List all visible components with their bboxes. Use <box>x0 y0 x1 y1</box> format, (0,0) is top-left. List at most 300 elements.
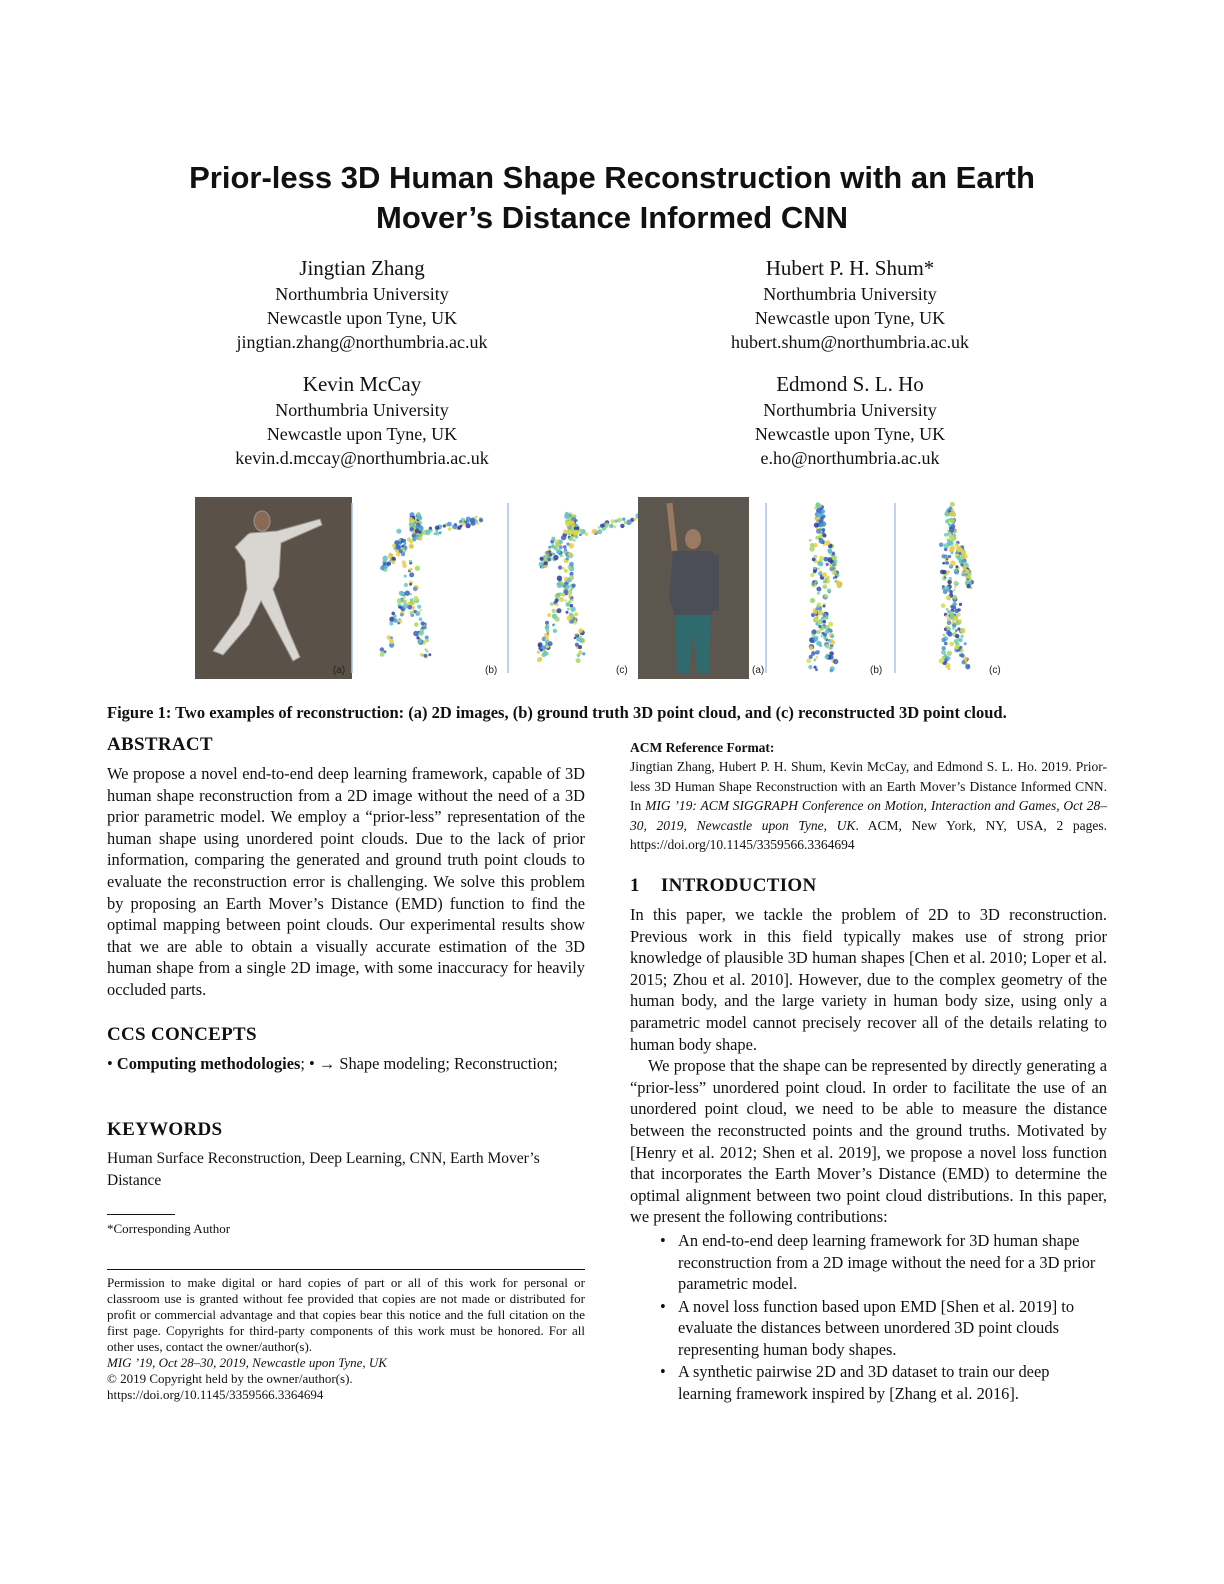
point-cloud-point <box>428 653 431 656</box>
paper-title <box>100 158 1124 238</box>
point-cloud-point <box>403 596 406 599</box>
point-cloud-point <box>418 538 421 541</box>
point-cloud-point <box>950 615 954 619</box>
point-cloud-point <box>952 623 956 627</box>
point-cloud-point <box>811 582 815 586</box>
point-cloud-point <box>553 553 555 555</box>
point-cloud-point <box>950 535 954 539</box>
point-cloud-point <box>448 527 452 531</box>
list-item-text: An end-to-end deep learning framework for 3D human shape reconstruction from a 2D image without the need for a 3D prior parametric model. <box>678 1230 1096 1294</box>
point-cloud-point <box>569 537 572 540</box>
point-cloud-point <box>942 562 945 565</box>
point-cloud-point <box>559 597 564 602</box>
point-cloud-point <box>566 603 569 606</box>
point-cloud-point <box>413 596 418 601</box>
ccs-bullet: • <box>107 1054 113 1073</box>
point-cloud-point <box>821 516 824 519</box>
point-cloud-point <box>413 610 416 613</box>
copyright-line: © 2019 Copyright held by the owner/author(s). <box>107 1371 353 1386</box>
point-cloud-point <box>420 653 424 657</box>
bullet-symbol: • <box>660 1362 666 1382</box>
point-cloud-point <box>579 638 584 643</box>
point-cloud-point <box>966 578 969 581</box>
point-cloud-point <box>552 609 556 613</box>
point-cloud-point <box>620 524 624 528</box>
point-cloud-point <box>414 622 419 627</box>
abstract-text: We propose a novel end-to-end deep learning framework, capable of 3D human shape reconstruction from a 2D image without the need of a 3D prior parametric model. We employ a “prior-less” representation of the human shape using unordered point clouds. Due to the lack of prior information, comparing the generated and ground truth point clouds to evaluate the reconstruction error is challenging. We solve this problem by proposing an Earth Mover’s Distance (EMD) function to find the optimal mapping between point clouds. Our experimental results show that we are able to obtain a visually accurate estimation of the 3D human shape from a single 2D image, with some inaccuracy for heavily occluded parts. <box>107 764 585 999</box>
point-cloud-point <box>409 527 413 531</box>
point-cloud-point <box>429 527 432 530</box>
point-cloud-point <box>957 627 960 630</box>
panel-label: (c) <box>989 665 1001 676</box>
author-affiliation: Northumbria University <box>763 400 937 420</box>
point-cloud-point <box>555 603 558 606</box>
introduction-section <box>630 874 1107 1406</box>
point-cloud-point <box>818 610 823 615</box>
keywords-heading: KEYWORDS <box>107 1119 223 1140</box>
point-cloud-point <box>816 529 821 534</box>
point-cloud-point <box>551 537 555 541</box>
point-cloud-point <box>433 532 436 535</box>
point-cloud-point <box>944 660 947 663</box>
point-cloud-point <box>410 611 414 615</box>
point-cloud-point <box>955 565 958 568</box>
point-cloud-point <box>415 566 420 571</box>
point-cloud-point <box>404 583 408 587</box>
point-cloud-point <box>571 599 574 602</box>
point-cloud-point <box>555 598 559 602</box>
point-cloud-point <box>939 658 944 663</box>
figure-caption: Figure 1: Two examples of reconstruction: (a) 2D images, (b) ground truth 3D point cloud, and (c) reconstructed 3D point cloud. <box>107 703 1007 722</box>
list-item <box>630 1296 1107 1361</box>
point-cloud-point <box>404 542 407 545</box>
point-cloud-point <box>564 599 567 602</box>
point-cloud-point <box>956 572 959 575</box>
point-cloud-point <box>568 552 572 556</box>
point-cloud-point <box>563 529 568 534</box>
author-location: Newcastle upon Tyne, UK <box>754 308 946 328</box>
ccs-section <box>107 1023 585 1075</box>
point-cloud-point <box>419 531 422 534</box>
point-cloud-point <box>944 533 948 537</box>
point-cloud-point <box>547 632 549 634</box>
point-cloud-point <box>423 654 427 658</box>
point-cloud-point <box>435 526 440 531</box>
point-cloud-point <box>425 529 429 533</box>
point-cloud-point <box>573 539 576 542</box>
point-cloud-point <box>609 524 613 528</box>
point-cloud-point <box>942 634 945 637</box>
point-cloud-point <box>398 606 401 609</box>
point-cloud-point <box>814 555 818 559</box>
point-cloud-point <box>548 546 551 549</box>
point-cloud-point <box>553 555 558 560</box>
point-cloud-point <box>561 593 565 597</box>
point-cloud-point <box>579 651 582 654</box>
point-cloud-point <box>817 592 820 595</box>
point-cloud-point <box>953 602 956 605</box>
list-item-text: A synthetic pairwise 2D and 3D dataset to train our deep learning framework inspired by [Zhang et al. 2016]. <box>678 1362 1050 1404</box>
point-cloud-point <box>460 525 463 528</box>
point-cloud-point <box>563 545 566 548</box>
point-cloud-point <box>380 647 384 651</box>
author-affiliation: Northumbria University <box>275 284 449 304</box>
point-cloud-point <box>552 624 555 627</box>
point-cloud-point <box>466 523 471 528</box>
point-cloud-point <box>605 523 609 527</box>
point-cloud-point <box>634 518 637 521</box>
point-cloud-point <box>397 598 402 603</box>
point-cloud-point <box>546 640 549 643</box>
point-cloud-point <box>459 520 462 523</box>
point-cloud-point <box>956 553 959 556</box>
point-cloud-point <box>811 651 815 655</box>
point-cloud-point <box>947 540 952 545</box>
point-cloud-point <box>567 608 570 611</box>
keywords-section <box>107 1118 585 1191</box>
author-name: Jingtian Zhang <box>299 256 425 280</box>
point-cloud-point <box>420 609 422 611</box>
point-cloud-point <box>413 587 418 592</box>
bullet-symbol: • <box>660 1296 666 1316</box>
point-cloud-point <box>544 561 548 565</box>
point-cloud-point <box>557 583 562 588</box>
point-cloud-2b <box>806 502 842 672</box>
point-cloud-point <box>813 567 816 570</box>
point-cloud-point <box>408 605 413 610</box>
title-line-1: Prior-less 3D Human Shape Reconstruction with an Earth <box>189 160 1035 195</box>
point-cloud-point <box>399 542 402 545</box>
author-email[interactable]: kevin.d.mccay@northumbria.ac.uk <box>235 448 489 468</box>
ccs-term: Computing methodologies <box>116 1054 301 1073</box>
panel-label: (a) <box>333 665 346 676</box>
ccs-rest: ; • → Shape modeling; Reconstruction; <box>300 1054 558 1073</box>
point-cloud-point <box>966 584 970 588</box>
author-location: Newcastle upon Tyne, UK <box>266 424 458 444</box>
point-cloud-point <box>383 562 387 566</box>
point-cloud-point <box>826 579 830 583</box>
point-cloud-point <box>945 586 949 590</box>
panel-label: (c) <box>616 665 628 676</box>
point-cloud-point <box>570 607 575 612</box>
point-cloud-point <box>954 609 959 614</box>
point-cloud-point <box>826 563 829 566</box>
author-location: Newcastle upon Tyne, UK <box>754 424 946 444</box>
point-cloud-point <box>957 557 961 561</box>
permission-rule <box>107 1269 585 1270</box>
point-cloud-point <box>834 580 837 583</box>
point-cloud-point <box>809 546 814 551</box>
point-cloud-point <box>454 523 457 526</box>
point-cloud-point <box>578 645 582 649</box>
point-cloud-point <box>592 529 597 534</box>
point-cloud-point <box>415 529 420 534</box>
point-cloud-point <box>821 617 824 620</box>
point-cloud-point <box>818 567 821 570</box>
point-cloud-point <box>949 512 954 517</box>
point-cloud-point <box>425 648 427 650</box>
point-cloud-point <box>944 548 947 551</box>
point-cloud-point <box>957 613 961 617</box>
intro-heading <box>630 874 1107 898</box>
point-cloud-point <box>412 516 415 519</box>
point-cloud-point <box>537 650 540 653</box>
point-cloud-point <box>415 536 418 539</box>
point-cloud-point <box>447 522 452 527</box>
point-cloud-point <box>409 544 414 549</box>
point-cloud-point <box>396 529 401 534</box>
point-cloud-point <box>960 635 963 638</box>
point-cloud-point <box>949 642 954 647</box>
point-cloud-point <box>575 519 578 522</box>
list-item <box>630 1361 1107 1404</box>
point-cloud-point <box>389 622 393 626</box>
author-location: Newcastle upon Tyne, UK <box>266 308 458 328</box>
intro-title: INTRODUCTION <box>660 875 817 896</box>
point-cloud-point <box>823 605 826 608</box>
point-cloud-point <box>827 548 832 553</box>
point-cloud-point <box>545 645 549 649</box>
point-cloud-point <box>443 524 446 527</box>
intro-number: 1 <box>630 875 640 896</box>
point-cloud-point <box>566 557 569 560</box>
point-cloud-point <box>823 580 827 584</box>
point-cloud-point <box>575 635 578 638</box>
point-cloud-point <box>951 504 954 507</box>
point-cloud-point <box>818 571 822 575</box>
point-cloud-point <box>545 626 549 630</box>
point-cloud-point <box>562 567 565 570</box>
point-cloud-point <box>570 588 573 591</box>
point-cloud-point <box>831 634 835 638</box>
acm-ref-text <box>630 757 1107 855</box>
point-cloud-point <box>949 527 955 533</box>
acm-ref-venue: MIG ’19: ACM SIGGRAPH Conference on Motion, Interaction and Games, Oct 28–30, 2019, Newcastle upon Tyne, UK <box>630 798 1107 833</box>
point-cloud-point <box>409 568 412 571</box>
point-cloud-point <box>949 564 952 567</box>
point-cloud-point <box>809 539 812 542</box>
point-cloud-point <box>819 539 824 544</box>
point-cloud-point <box>946 570 950 574</box>
point-cloud-point <box>960 563 963 566</box>
point-cloud-point <box>961 560 964 563</box>
point-cloud-point <box>963 657 968 662</box>
point-cloud-point <box>947 667 950 670</box>
point-cloud-point <box>541 565 545 569</box>
point-cloud-point <box>566 523 569 526</box>
point-cloud-point <box>829 646 832 649</box>
point-cloud-point <box>613 526 616 529</box>
list-item-text: A novel loss function based upon EMD [Shen et al. 2019] to evaluate the distances between unordered 3D point clouds representing human body shapes. <box>678 1296 1075 1359</box>
point-cloud-point <box>547 613 551 617</box>
point-cloud-point <box>825 630 830 635</box>
point-cloud-point <box>550 602 554 606</box>
point-cloud-point <box>942 588 944 590</box>
point-cloud-point <box>423 626 426 629</box>
point-cloud-point <box>570 521 575 526</box>
point-cloud-point <box>397 622 400 625</box>
point-cloud-point <box>830 669 833 672</box>
point-cloud-point <box>399 591 404 596</box>
point-cloud-point <box>951 532 954 535</box>
point-cloud-point <box>814 666 817 669</box>
point-cloud-point <box>559 540 563 544</box>
point-cloud-point <box>818 621 822 625</box>
point-cloud-point <box>822 572 827 577</box>
point-cloud-point <box>954 586 956 588</box>
point-cloud-point <box>946 630 951 635</box>
point-cloud-point <box>833 577 836 580</box>
point-cloud-point <box>410 593 412 595</box>
point-cloud-point <box>574 612 578 616</box>
permission-text: Permission to make digital or hard copies of part or all of this work for personal or classroom use is granted without fee provided that copies are not made or distributed for profit or commercial advantage and that copies bear this notice and the full citation on the first page. Copyrights for third-party components of this work must be honored. For all other uses, contact the owner/author(s). <box>107 1275 585 1354</box>
point-cloud-point <box>405 591 410 596</box>
doi-link[interactable]: https://doi.org/10.1145/3359566.3364694 <box>107 1387 324 1402</box>
point-cloud-point <box>941 603 946 608</box>
point-cloud-point <box>560 554 563 557</box>
point-cloud-point <box>409 560 412 563</box>
point-cloud-point <box>401 552 405 556</box>
point-cloud-point <box>409 539 413 543</box>
point-cloud-point <box>953 595 958 600</box>
point-cloud-point <box>410 598 414 602</box>
point-cloud-point <box>545 621 549 625</box>
point-cloud-point <box>557 608 562 613</box>
author-affiliation: Northumbria University <box>275 400 449 420</box>
point-cloud-point <box>611 519 615 523</box>
author-name: Edmond S. L. Ho <box>776 372 924 396</box>
point-cloud-point <box>810 573 814 577</box>
point-cloud-point <box>954 645 959 650</box>
point-cloud-point <box>417 512 421 516</box>
point-cloud-point <box>585 532 589 536</box>
contributions-list <box>630 1230 1107 1405</box>
point-cloud-point <box>462 522 466 526</box>
point-cloud-point <box>816 587 821 592</box>
point-cloud-point <box>582 652 585 655</box>
point-cloud-point <box>941 554 945 558</box>
ccs-text <box>107 1053 585 1075</box>
point-cloud-point <box>954 581 957 584</box>
point-cloud-point <box>409 572 414 577</box>
point-cloud-point <box>813 610 817 614</box>
point-cloud-point <box>810 598 815 603</box>
point-cloud-point <box>944 576 946 578</box>
point-cloud-point <box>417 639 422 644</box>
point-cloud-point <box>961 555 964 558</box>
point-cloud-point <box>955 543 959 547</box>
corresponding-author-footnote: *Corresponding Author <box>107 1221 231 1236</box>
point-cloud-point <box>548 551 551 554</box>
point-cloud-point <box>942 585 945 588</box>
point-cloud-point <box>413 631 419 637</box>
point-cloud-point <box>567 616 572 621</box>
point-cloud-point <box>479 518 483 522</box>
point-cloud-point <box>552 614 557 619</box>
point-cloud-point <box>415 611 420 616</box>
venue-line: MIG ’19, Oct 28–30, 2019, Newcastle upon Tyne, UK <box>107 1355 387 1370</box>
point-cloud-point <box>821 635 823 637</box>
point-cloud-point <box>404 575 407 578</box>
point-cloud-point <box>569 562 574 567</box>
point-cloud-point <box>539 657 543 661</box>
point-cloud-point <box>401 545 404 548</box>
panel-label: (a) <box>752 665 765 676</box>
point-cloud-point <box>817 602 821 606</box>
intro-paragraph-2: We propose that the shape can be represented by directly generating a “prior-less” unordered point cloud. In order to facilitate the use of an unordered point cloud, we need to be able to measure the distance between the reconstructed points and the ground truths. Motivated by [Henry et al. 2012; Shen et al. 2019], we propose a novel loss function that incorporates the Earth Mover’s Distance (EMD) to determine the optimal alignment between two point cloud distributions. In this paper, we present the following contributions: <box>630 1056 1107 1227</box>
point-cloud-point <box>412 520 415 523</box>
point-cloud-point <box>564 514 569 519</box>
point-cloud-point <box>823 544 825 546</box>
point-cloud-point <box>809 646 813 650</box>
point-cloud-point <box>955 629 958 632</box>
point-cloud-point <box>940 570 945 575</box>
point-cloud-point <box>391 560 395 564</box>
point-cloud-point <box>944 642 948 646</box>
abstract-section <box>107 733 585 1001</box>
point-cloud-point <box>946 608 949 611</box>
author-email[interactable]: hubert.shum@northumbria.ac.uk <box>730 332 970 352</box>
point-cloud-point <box>574 637 576 639</box>
list-item <box>630 1230 1107 1295</box>
point-cloud-point <box>567 529 572 534</box>
point-cloud-point <box>954 639 959 644</box>
point-cloud-point <box>417 605 421 609</box>
point-cloud-point <box>470 518 475 523</box>
point-cloud-point <box>622 518 625 521</box>
point-cloud-point <box>387 562 391 566</box>
point-cloud-point <box>615 519 618 522</box>
author-email[interactable]: jingtian.zhang@northumbria.ac.uk <box>236 332 488 352</box>
point-cloud-point <box>825 625 829 629</box>
point-cloud-point <box>409 583 412 586</box>
footnote-rule <box>107 1214 175 1215</box>
point-cloud-point <box>813 658 816 661</box>
point-cloud-point <box>815 617 819 621</box>
point-cloud-point <box>816 656 818 658</box>
point-cloud-point <box>624 521 627 524</box>
point-cloud-point <box>597 529 602 534</box>
point-cloud-point <box>830 640 835 645</box>
point-cloud-point <box>823 620 827 624</box>
point-cloud-point <box>833 659 838 664</box>
point-cloud-point <box>813 570 817 574</box>
figure-reconstruction <box>195 497 1031 679</box>
point-cloud-point <box>557 549 562 554</box>
point-cloud-1c <box>537 512 641 663</box>
point-cloud-point <box>572 532 575 535</box>
point-cloud-point <box>540 649 543 652</box>
point-cloud-point <box>965 664 970 669</box>
point-cloud-point <box>564 569 568 573</box>
point-cloud-point <box>578 529 581 532</box>
point-cloud-point <box>818 641 821 644</box>
author-block <box>640 254 1060 354</box>
point-cloud-point <box>959 638 963 642</box>
author-block <box>152 370 572 470</box>
point-cloud-point <box>396 550 399 553</box>
point-cloud-point <box>816 630 820 634</box>
point-cloud-point <box>538 642 543 647</box>
point-cloud-point <box>812 634 815 637</box>
point-cloud-point <box>815 650 819 654</box>
point-cloud-point <box>950 545 955 550</box>
point-cloud-point <box>946 595 951 600</box>
permission-block <box>107 1275 585 1403</box>
point-cloud-point <box>558 566 562 570</box>
author-email[interactable]: e.ho@northumbria.ac.uk <box>760 448 940 468</box>
author-affiliation: Northumbria University <box>763 284 937 304</box>
